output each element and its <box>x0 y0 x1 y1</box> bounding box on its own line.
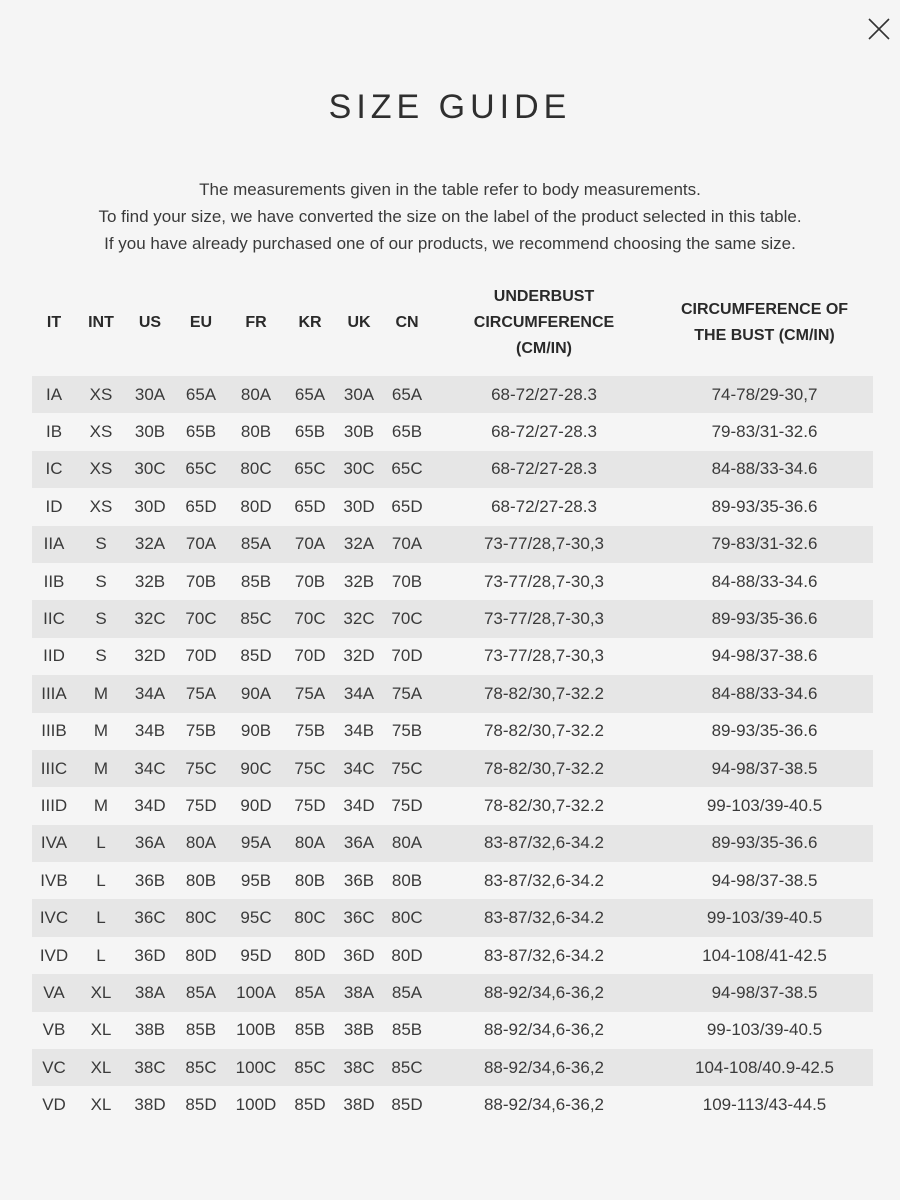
table-row <box>32 600 873 637</box>
table-cell: 75D <box>174 787 228 824</box>
table-cell: 75A <box>174 675 228 712</box>
table-cell: IVD <box>32 937 76 974</box>
table-cell: 34A <box>336 675 382 712</box>
column-header-text: CN <box>395 314 419 331</box>
table-cell: IVC <box>32 899 76 936</box>
table-cell: L <box>76 862 126 899</box>
column-header-text: INT <box>88 314 114 331</box>
table-row <box>32 750 873 787</box>
table-cell: 36D <box>336 937 382 974</box>
table-cell: 84-88/33-34.6 <box>656 451 873 488</box>
table-cell: 70C <box>284 600 336 637</box>
table-cell: XS <box>76 376 126 413</box>
table-cell: 94-98/37-38.5 <box>656 974 873 1011</box>
table-cell: IC <box>32 451 76 488</box>
table-cell: 89-93/35-36.6 <box>656 825 873 862</box>
table-cell: 70A <box>284 526 336 563</box>
table-cell: 70D <box>284 638 336 675</box>
table-cell: L <box>76 899 126 936</box>
table-cell: 85B <box>174 1012 228 1049</box>
table-cell: 85A <box>174 974 228 1011</box>
table-cell: 80B <box>284 862 336 899</box>
table-cell: 34A <box>126 675 174 712</box>
table-cell: XL <box>76 974 126 1011</box>
table-cell: 85C <box>228 600 284 637</box>
table-cell: 75C <box>174 750 228 787</box>
table-cell: 65B <box>174 413 228 450</box>
table-cell: IA <box>32 376 76 413</box>
table-cell: 88-92/34,6-36,2 <box>432 1086 656 1123</box>
table-cell: 80D <box>174 937 228 974</box>
table-cell: 79-83/31-32.6 <box>656 526 873 563</box>
table-cell: 85A <box>228 526 284 563</box>
table-cell: 65B <box>382 413 432 450</box>
table-cell: 75A <box>284 675 336 712</box>
table-row <box>32 825 873 862</box>
table-cell: 36B <box>126 862 174 899</box>
table-row <box>32 413 873 450</box>
table-row <box>32 675 873 712</box>
table-row <box>32 974 873 1011</box>
table-cell: 100B <box>228 1012 284 1049</box>
column-header <box>174 270 228 376</box>
table-cell: 104-108/40.9-42.5 <box>656 1049 873 1086</box>
table-cell: M <box>76 750 126 787</box>
column-header <box>32 270 76 376</box>
table-cell: 34B <box>336 713 382 750</box>
table-cell: 38C <box>126 1049 174 1086</box>
table-cell: 94-98/37-38.5 <box>656 862 873 899</box>
column-header <box>126 270 174 376</box>
table-cell: IIIA <box>32 675 76 712</box>
table-cell: 73-77/28,7-30,3 <box>432 600 656 637</box>
column-header-text: FR <box>245 314 267 331</box>
table-cell: 75D <box>382 787 432 824</box>
table-cell: 80B <box>382 862 432 899</box>
table-cell: 85D <box>174 1086 228 1123</box>
table-cell: 70B <box>382 563 432 600</box>
table-cell: IIB <box>32 563 76 600</box>
table-cell: 30D <box>126 488 174 525</box>
table-row <box>32 376 873 413</box>
table-cell: 80C <box>174 899 228 936</box>
table-cell: M <box>76 675 126 712</box>
size-table <box>32 270 873 1124</box>
table-cell: 65B <box>284 413 336 450</box>
table-cell: IB <box>32 413 76 450</box>
table-row <box>32 862 873 899</box>
table-cell: IIIB <box>32 713 76 750</box>
table-cell: 38B <box>336 1012 382 1049</box>
table-cell: 99-103/39-40.5 <box>656 1012 873 1049</box>
table-cell: XL <box>76 1012 126 1049</box>
table-cell: VA <box>32 974 76 1011</box>
table-cell: 32D <box>126 638 174 675</box>
table-cell: 78-82/30,7-32.2 <box>432 750 656 787</box>
table-cell: 30C <box>126 451 174 488</box>
table-cell: 75B <box>284 713 336 750</box>
table-cell: 104-108/41-42.5 <box>656 937 873 974</box>
table-cell: 84-88/33-34.6 <box>656 563 873 600</box>
column-header-text: (CM/IN) <box>516 340 572 357</box>
table-cell: 38C <box>336 1049 382 1086</box>
table-cell: XL <box>76 1049 126 1086</box>
table-cell: IVB <box>32 862 76 899</box>
table-cell: IIID <box>32 787 76 824</box>
table-cell: 95C <box>228 899 284 936</box>
table-cell: 80D <box>382 937 432 974</box>
table-cell: VB <box>32 1012 76 1049</box>
table-cell: 79-83/31-32.6 <box>656 413 873 450</box>
column-header-text: UNDERBUST <box>493 288 595 305</box>
table-cell: 85D <box>228 638 284 675</box>
table-row <box>32 451 873 488</box>
table-row <box>32 488 873 525</box>
table-cell: 36A <box>126 825 174 862</box>
page-title: SIZE GUIDE <box>328 88 572 126</box>
table-cell: 100A <box>228 974 284 1011</box>
table-cell: L <box>76 937 126 974</box>
table-cell: 30B <box>336 413 382 450</box>
table-cell: 89-93/35-36.6 <box>656 713 873 750</box>
table-cell: 78-82/30,7-32.2 <box>432 675 656 712</box>
column-header <box>432 270 656 376</box>
table-row <box>32 899 873 936</box>
table-cell: 84-88/33-34.6 <box>656 675 873 712</box>
table-cell: 34D <box>126 787 174 824</box>
table-cell: 85A <box>382 974 432 1011</box>
table-cell: IVA <box>32 825 76 862</box>
table-cell: 94-98/37-38.6 <box>656 638 873 675</box>
column-header-text: IT <box>46 314 62 331</box>
table-cell: 74-78/29-30,7 <box>656 376 873 413</box>
table-cell: 65D <box>382 488 432 525</box>
table-cell: 75C <box>284 750 336 787</box>
table-cell: 80C <box>228 451 284 488</box>
table-cell: 80D <box>228 488 284 525</box>
table-cell: M <box>76 713 126 750</box>
table-cell: 99-103/39-40.5 <box>656 899 873 936</box>
column-header <box>228 270 284 376</box>
intro-line: To find your size, we have converted the size on the label of the product selected in this table. <box>98 207 802 226</box>
table-cell: 70D <box>382 638 432 675</box>
table-cell: 73-77/28,7-30,3 <box>432 638 656 675</box>
table-cell: 70C <box>174 600 228 637</box>
table-cell: 68-72/27-28.3 <box>432 376 656 413</box>
table-cell: 85C <box>382 1049 432 1086</box>
table-row <box>32 638 873 675</box>
table-cell: 85A <box>284 974 336 1011</box>
table-cell: XS <box>76 413 126 450</box>
table-cell: 36C <box>336 899 382 936</box>
column-header-text: CIRCUMFERENCE OF <box>680 301 849 318</box>
table-cell: 65C <box>174 451 228 488</box>
table-cell: 34C <box>126 750 174 787</box>
table-cell: 99-103/39-40.5 <box>656 787 873 824</box>
table-cell: 70A <box>382 526 432 563</box>
column-header-text: UK <box>347 314 371 331</box>
table-cell: ID <box>32 488 76 525</box>
close-icon <box>866 16 892 42</box>
table-cell: 70B <box>174 563 228 600</box>
table-row <box>32 1049 873 1086</box>
table-cell: 34B <box>126 713 174 750</box>
table-cell: 34D <box>336 787 382 824</box>
table-cell: 85B <box>228 563 284 600</box>
table-cell: XS <box>76 451 126 488</box>
table-cell: 38A <box>336 974 382 1011</box>
table-row <box>32 526 873 563</box>
table-row <box>32 787 873 824</box>
table-cell: VD <box>32 1086 76 1123</box>
column-header <box>284 270 336 376</box>
table-cell: VC <box>32 1049 76 1086</box>
table-cell: 68-72/27-28.3 <box>432 451 656 488</box>
table-cell: 70B <box>284 563 336 600</box>
table-cell: IIIC <box>32 750 76 787</box>
table-cell: 32B <box>126 563 174 600</box>
table-cell: 65C <box>382 451 432 488</box>
table-cell: 30D <box>336 488 382 525</box>
table-row <box>32 1012 873 1049</box>
table-cell: 80D <box>284 937 336 974</box>
table-cell: 70C <box>382 600 432 637</box>
table-cell: 80A <box>284 825 336 862</box>
table-cell: 80C <box>284 899 336 936</box>
table-cell: 100C <box>228 1049 284 1086</box>
table-cell: 32D <box>336 638 382 675</box>
table-cell: 38A <box>126 974 174 1011</box>
table-cell: 83-87/32,6-34.2 <box>432 825 656 862</box>
table-cell: 88-92/34,6-36,2 <box>432 1049 656 1086</box>
table-cell: 80A <box>228 376 284 413</box>
table-cell: 32B <box>336 563 382 600</box>
table-cell: 80A <box>174 825 228 862</box>
column-header-text: US <box>138 314 162 331</box>
table-cell: 85C <box>284 1049 336 1086</box>
table-cell: 30A <box>336 376 382 413</box>
table-cell: 85D <box>284 1086 336 1123</box>
table-cell: 30C <box>336 451 382 488</box>
table-cell: S <box>76 563 126 600</box>
table-cell: 36A <box>336 825 382 862</box>
table-cell: 85B <box>382 1012 432 1049</box>
table-cell: 109-113/43-44.5 <box>656 1086 873 1123</box>
table-cell: 90B <box>228 713 284 750</box>
table-cell: 80C <box>382 899 432 936</box>
intro-text <box>0 176 900 257</box>
table-cell: 78-82/30,7-32.2 <box>432 713 656 750</box>
table-cell: 73-77/28,7-30,3 <box>432 563 656 600</box>
table-cell: 75A <box>382 675 432 712</box>
column-header <box>656 270 873 376</box>
table-cell: IIA <box>32 526 76 563</box>
table-cell: 65A <box>174 376 228 413</box>
table-cell: 78-82/30,7-32.2 <box>432 787 656 824</box>
table-cell: IIC <box>32 600 76 637</box>
table-cell: 75B <box>382 713 432 750</box>
table-cell: 65A <box>284 376 336 413</box>
table-row <box>32 1086 873 1123</box>
table-cell: 80A <box>382 825 432 862</box>
table-cell: 85D <box>382 1086 432 1123</box>
intro-line: The measurements given in the table refer to body measurements. <box>199 180 701 199</box>
table-cell: 32A <box>336 526 382 563</box>
table-cell: 65D <box>284 488 336 525</box>
table-cell: 95D <box>228 937 284 974</box>
table-cell: S <box>76 638 126 675</box>
table-cell: 83-87/32,6-34.2 <box>432 862 656 899</box>
table-cell: 30A <box>126 376 174 413</box>
column-header <box>76 270 126 376</box>
table-cell: 36D <box>126 937 174 974</box>
column-header <box>382 270 432 376</box>
table-cell: 30B <box>126 413 174 450</box>
table-cell: 95B <box>228 862 284 899</box>
column-header <box>336 270 382 376</box>
table-cell: 83-87/32,6-34.2 <box>432 937 656 974</box>
table-cell: 89-93/35-36.6 <box>656 488 873 525</box>
column-header-text: EU <box>189 314 213 331</box>
table-cell: 88-92/34,6-36,2 <box>432 974 656 1011</box>
table-cell: 68-72/27-28.3 <box>432 413 656 450</box>
table-cell: 75B <box>174 713 228 750</box>
table-cell: 36B <box>336 862 382 899</box>
table-cell: 89-93/35-36.6 <box>656 600 873 637</box>
table-row <box>32 713 873 750</box>
table-cell: 65D <box>174 488 228 525</box>
table-cell: 85B <box>284 1012 336 1049</box>
table-cell: 70A <box>174 526 228 563</box>
table-cell: 70D <box>174 638 228 675</box>
column-header-text: CIRCUMFERENCE <box>473 314 615 331</box>
intro-line: If you have already purchased one of our products, we recommend choosing the same size. <box>104 234 796 253</box>
table-cell: 38D <box>126 1086 174 1123</box>
table-cell: 90A <box>228 675 284 712</box>
table-cell: IID <box>32 638 76 675</box>
table-cell: 88-92/34,6-36,2 <box>432 1012 656 1049</box>
close-button[interactable] <box>866 16 892 42</box>
table-cell: 65A <box>382 376 432 413</box>
table-cell: 83-87/32,6-34.2 <box>432 899 656 936</box>
table-cell: 90D <box>228 787 284 824</box>
table-cell: 100D <box>228 1086 284 1123</box>
table-cell: 38D <box>336 1086 382 1123</box>
table-cell: 80B <box>174 862 228 899</box>
table-cell: XL <box>76 1086 126 1123</box>
table-cell: 65C <box>284 451 336 488</box>
table-cell: 32C <box>126 600 174 637</box>
table-row <box>32 563 873 600</box>
table-cell: 34C <box>336 750 382 787</box>
table-cell: S <box>76 526 126 563</box>
table-cell: 90C <box>228 750 284 787</box>
table-cell: 68-72/27-28.3 <box>432 488 656 525</box>
column-header-text: THE BUST (CM/IN) <box>694 327 835 344</box>
table-body <box>32 376 873 1124</box>
table-cell: 36C <box>126 899 174 936</box>
table-cell: 95A <box>228 825 284 862</box>
table-cell: L <box>76 825 126 862</box>
table-cell: 38B <box>126 1012 174 1049</box>
table-cell: 80B <box>228 413 284 450</box>
table-cell: 75C <box>382 750 432 787</box>
table-cell: M <box>76 787 126 824</box>
table-cell: 32C <box>336 600 382 637</box>
table-row <box>32 937 873 974</box>
table-cell: 32A <box>126 526 174 563</box>
table-cell: 75D <box>284 787 336 824</box>
table-cell: 85C <box>174 1049 228 1086</box>
table-cell: XS <box>76 488 126 525</box>
table-cell: 73-77/28,7-30,3 <box>432 526 656 563</box>
column-header-text: KR <box>298 314 322 331</box>
table-cell: 94-98/37-38.5 <box>656 750 873 787</box>
table-cell: S <box>76 600 126 637</box>
table-header-row <box>32 270 873 376</box>
